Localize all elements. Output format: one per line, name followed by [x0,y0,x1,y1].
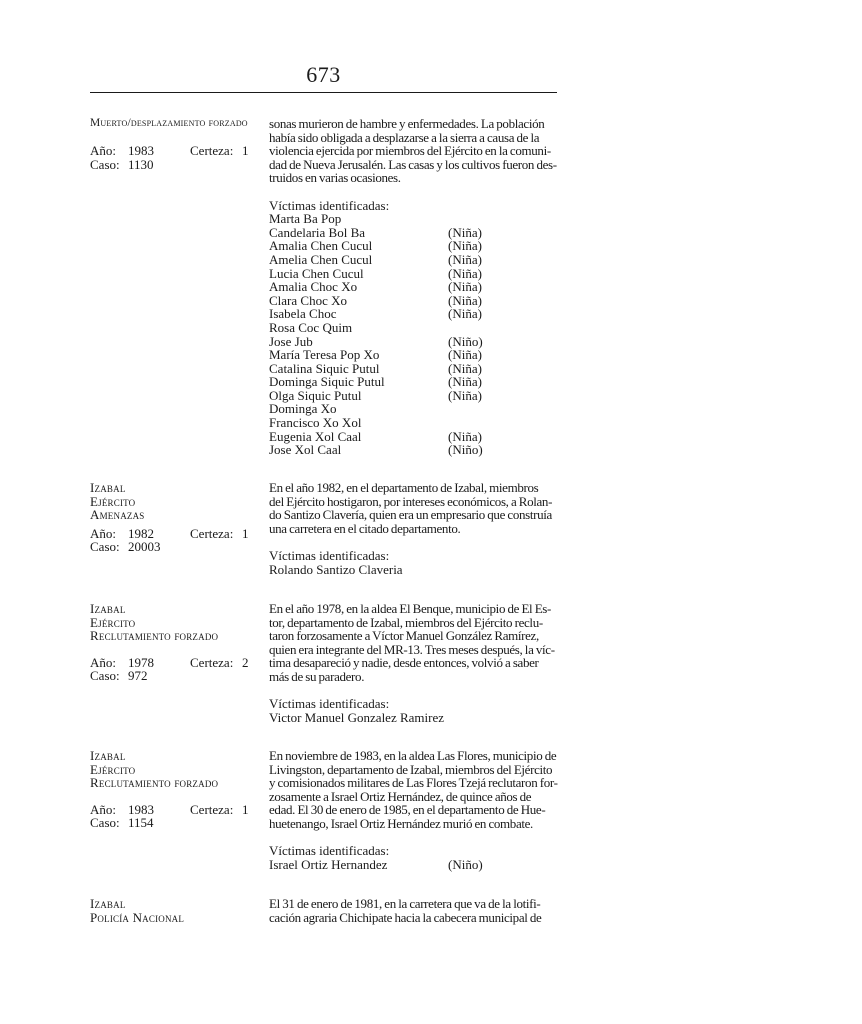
case-metadata [90,481,260,554]
header-rule [90,92,557,93]
year-certainty-row [90,527,260,541]
case-entry-1130 [90,117,560,457]
certainty-label: Certeza: [190,525,234,541]
year-label: Año: [90,525,116,541]
victim-row [269,362,558,376]
case-body [269,897,558,924]
year-value: 1983 [128,143,154,159]
victim-name: Amelia Chen Cucul [269,251,373,267]
victim-row [269,402,558,416]
victims-list [269,858,558,872]
victims-heading: Víctimas identificadas: [269,197,390,213]
victim-row [269,239,558,253]
victim-name: Clara Choc Xo [269,292,347,308]
victim-note: (Niña) [448,251,482,267]
victim-row [269,321,558,335]
victim-row [269,294,558,308]
case-body [269,602,558,724]
victim-row [269,226,558,240]
victim-note: (Niña) [448,292,482,308]
case-category: Ejército [90,614,136,630]
victim-row [269,711,558,725]
victims-heading: Víctimas identificadas: [269,843,390,859]
victim-row [269,348,558,362]
case-category: Izabal [90,748,126,763]
case-entry-972 [90,601,560,725]
victim-row [269,212,558,226]
certainty-label: Certeza: [190,801,234,817]
victim-row [269,858,558,872]
victim-row [269,389,558,403]
case-category: Izabal [90,601,126,616]
case-meta [90,803,260,830]
certainty-label: Certeza: [190,654,234,670]
certainty-value: 1 [242,143,249,159]
year-value: 1982 [128,525,154,541]
victim-note: (Niña) [448,306,482,322]
victim-name: Isabela Choc [269,306,337,322]
case-category: Policía Nacional [90,909,185,925]
victim-name: Olga Siquic Putul [269,387,362,403]
victim-row [269,307,558,321]
case-number-row [90,158,260,172]
page-number: 673 [306,62,341,87]
victim-name: Marta Ba Pop [269,211,342,227]
case-category: Ejército [90,761,136,777]
case-meta [90,527,260,554]
victim-row [269,375,558,389]
case-category: Reclutamiento forzado [90,628,219,644]
victims-list [269,563,558,577]
case-metadata [90,602,260,683]
case-number: 1154 [128,815,154,831]
case-category: Izabal [90,896,126,911]
case-number-row [90,540,260,554]
victim-name: Eugenia Xol Caal [269,428,362,444]
year-value: 1983 [128,801,154,817]
victim-name: Israel Ortiz Hernandez [269,856,388,872]
certainty-label: Certeza: [190,143,234,159]
case-label: Caso: [90,668,120,684]
victim-row [269,563,558,577]
case-entry-partial [90,897,560,927]
certainty-value: 2 [242,654,249,670]
victim-note: (Niña) [448,360,482,376]
case-narrative: En noviembre de 1983, en la aldea Las Flores, municipio de Livingston, departamento de Izabal, miembros del Ejército y comisionados militares de Las Flores Tzejá reclutaron for- zosamente a Israel Ortiz Hernández, de quince años de edad. El 30 de enero de 1985, en el departamento de Hue- huetenango, Israel Ortiz Hernández murió en combate. [269,748,558,831]
victim-row [269,280,558,294]
case-category: Muerto/desplazamiento forzado [90,117,248,129]
victims-heading: Víctimas identificadas: [269,696,390,712]
victims-list [269,212,558,457]
victims-list [269,711,558,725]
case-number: 972 [128,668,148,684]
case-metadata [90,897,260,924]
certainty-value: 1 [242,525,249,541]
case-narrative: sonas murieron de hambre y enfermedades. La población había sido obligada a desplazarse a la sierra a causa de la violencia ejercida por miembros del Ejército en la comuni- dad de Nueva Jerusalén. Las casas y los cultivos fueron des- truidos en varias ocasiones. [269,116,557,186]
victim-note: (Niña) [448,374,482,390]
case-body [269,481,558,576]
case-meta [90,144,260,171]
case-body [269,117,558,457]
case-body [269,749,558,871]
year-certainty-row [90,144,260,158]
case-category: Reclutamiento forzado [90,775,219,791]
victim-name: Amalia Chen Cucul [269,238,373,254]
year-certainty-row [90,803,260,817]
victim-name: Rosa Coc Quim [269,319,353,335]
case-number: 1130 [128,156,154,172]
case-category: Izabal [90,480,126,495]
victim-note: (Niña) [448,347,482,363]
victim-name: Francisco Xo Xol [269,415,362,431]
victims-heading: Víctimas identificadas: [269,547,390,563]
victim-row [269,430,558,444]
case-metadata [90,749,260,830]
case-meta [90,656,260,683]
victim-note: (Niña) [448,238,482,254]
victim-note: (Niña) [448,428,482,444]
case-entry-20003 [90,481,560,581]
victim-name: Rolando Santizo Claveria [269,561,403,577]
victim-note: (Niña) [448,265,482,281]
case-category: Ejército [90,493,136,509]
year-label: Año: [90,654,116,670]
victim-name: Dominga Siquic Putul [269,374,385,390]
victim-note: (Niña) [448,279,482,295]
case-label: Caso: [90,156,120,172]
victim-name: Jose Jub [269,333,313,349]
case-metadata [90,117,260,171]
case-entry-1154 [90,749,560,874]
case-label: Caso: [90,539,120,555]
year-value: 1978 [128,654,154,670]
victim-note: (Niño) [448,856,483,872]
victim-row [269,443,558,457]
victim-note: (Niño) [448,442,483,458]
victim-row [269,253,558,267]
case-narrative: El 31 de enero de 1981, en la carretera que va de la lotifi- cación agraria Chichipate hacia la cabecera municipal de [269,896,542,925]
victim-note: (Niña) [448,224,482,240]
victim-row [269,267,558,281]
victim-name: María Teresa Pop Xo [269,347,380,363]
victim-name: Dominga Xo [269,401,337,417]
victim-name: Amalia Choc Xo [269,279,358,295]
case-number: 20003 [128,539,161,555]
victim-row [269,416,558,430]
case-label: Caso: [90,815,120,831]
case-narrative: En el año 1982, en el departamento de Izabal, miembros del Ejército hostigaron, por intereses económicos, a Rolan- do Santizo Clavería, quien era un empresario que construía una carretera en el citado departamento. [269,480,553,536]
victim-note: (Niña) [448,387,482,403]
year-label: Año: [90,801,116,817]
victim-note: (Niño) [448,333,483,349]
victim-name: Candelaria Bol Ba [269,224,366,240]
certainty-value: 1 [242,801,249,817]
case-category: Amenazas [90,507,145,523]
victim-name: Victor Manuel Gonzalez Ramirez [269,709,445,725]
case-number-row [90,669,260,683]
victim-name: Jose Xol Caal [269,442,342,458]
year-label: Año: [90,143,116,159]
year-certainty-row [90,656,260,670]
case-number-row [90,816,260,830]
victim-name: Lucia Chen Cucul [269,265,364,281]
victim-row [269,335,558,349]
case-narrative: En el año 1978, en la aldea El Benque, municipio de El Es- tor, departamento de Izabal, miembros del Ejército reclu- taron forzosamente a Víctor Manuel González Ramírez, quien era integrante del MR-13. Tres meses después, la víc- tima desapareció y nadie, desde entonces, volvió a saber más de su paradero. [269,601,555,684]
victim-name: Catalina Siquic Putul [269,360,380,376]
